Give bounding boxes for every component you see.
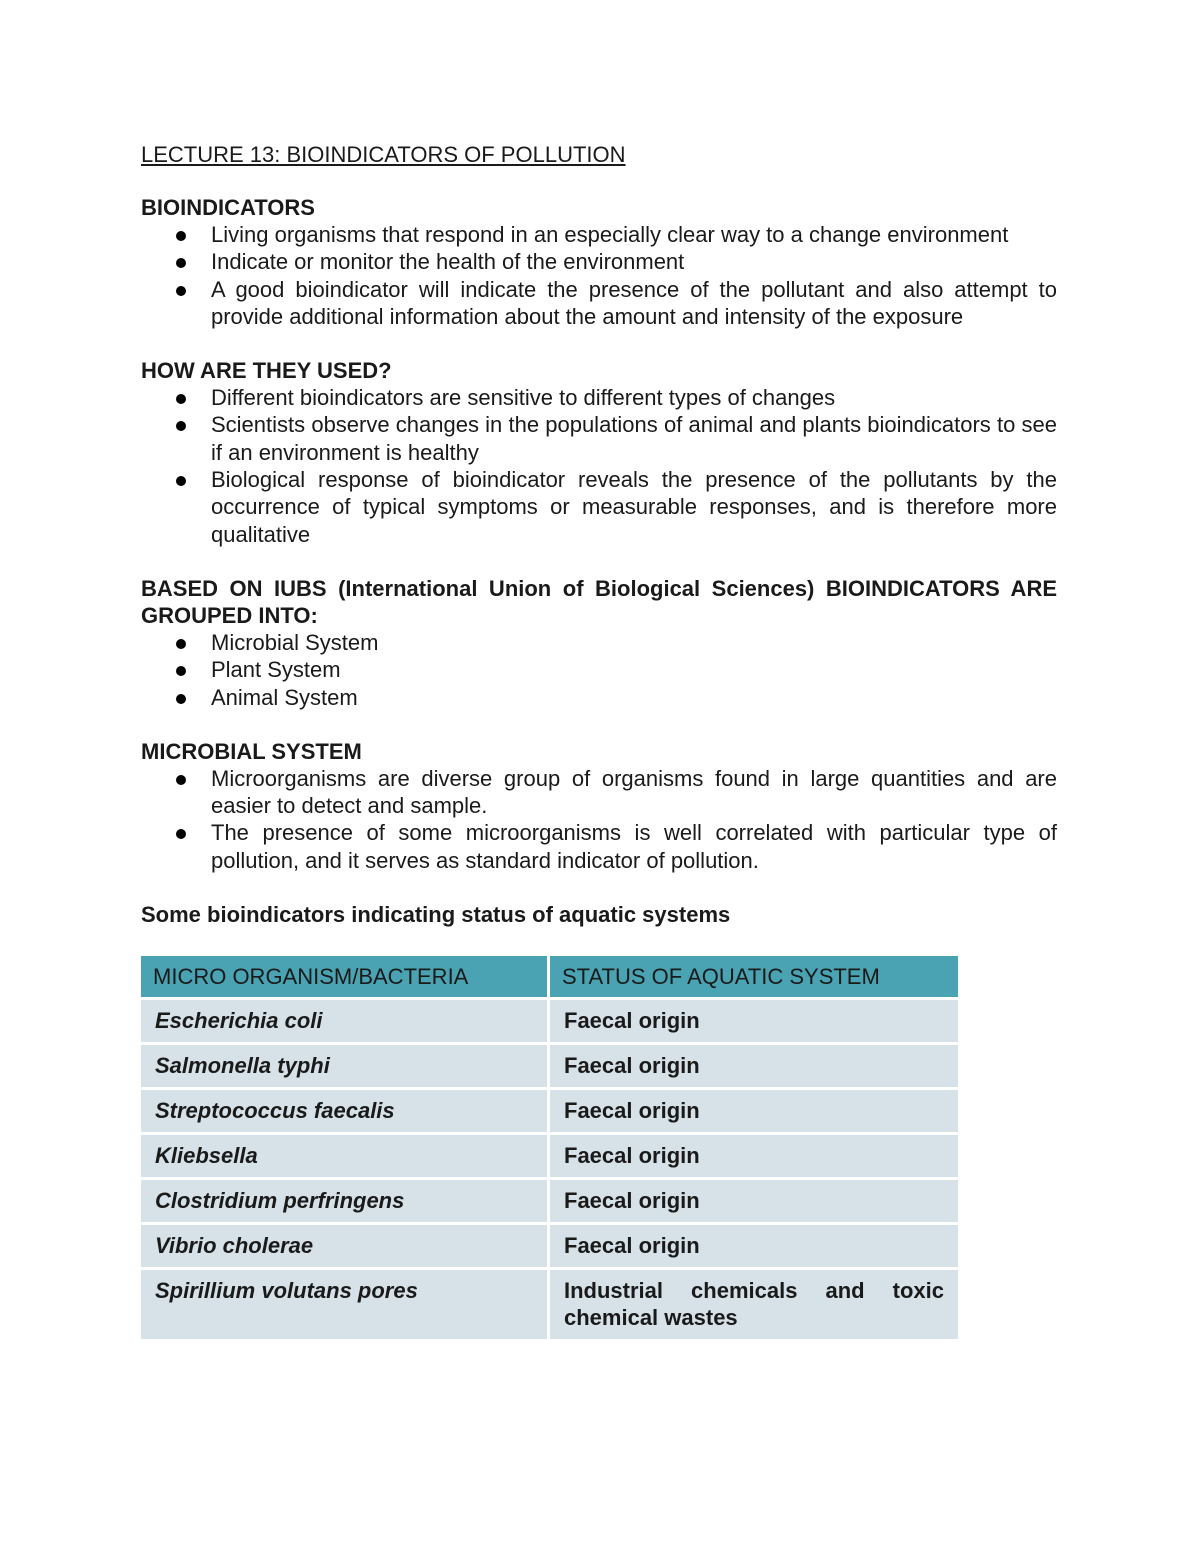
status-cell: Faecal origin bbox=[550, 1045, 958, 1087]
bullet-list bbox=[141, 384, 1057, 548]
section-heading: MICROBIAL SYSTEM bbox=[141, 738, 362, 764]
status-cell: Faecal origin bbox=[550, 1180, 958, 1222]
section-bioindicators bbox=[141, 194, 1057, 330]
section-usage bbox=[141, 357, 1057, 548]
list-item-text: Plant System bbox=[211, 657, 341, 683]
section-heading: BIOINDICATORS bbox=[141, 195, 315, 220]
organism-cell: Spirillium volutans pores bbox=[141, 1270, 547, 1339]
list-item-text: Biological response of bioindicator reveals the presence of the pollutants by the occurrence of typical symptoms or measurable responses, and is therefore more qualitative bbox=[211, 467, 1057, 547]
list-item bbox=[141, 248, 1057, 275]
bullet-icon bbox=[176, 666, 186, 676]
section-microbial bbox=[141, 738, 1057, 874]
bioindicator-table bbox=[138, 953, 961, 1342]
bullet-icon bbox=[176, 231, 186, 241]
table-row bbox=[141, 1135, 958, 1177]
status-cell: Industrial chemicals and toxic chemical wastes bbox=[550, 1270, 958, 1339]
bullet-icon bbox=[176, 394, 186, 404]
document-page bbox=[141, 140, 1057, 1342]
list-item-text: Microbial System bbox=[211, 629, 379, 655]
section-heading: HOW ARE THEY USED? bbox=[141, 358, 392, 384]
bullet-icon bbox=[176, 476, 186, 486]
bullet-list bbox=[141, 629, 1057, 711]
list-item bbox=[141, 765, 1057, 820]
bullet-icon bbox=[176, 421, 186, 431]
organism-cell: Escherichia coli bbox=[141, 1000, 547, 1042]
list-item bbox=[141, 629, 1057, 656]
list-item bbox=[141, 684, 1057, 711]
bullet-icon bbox=[176, 639, 186, 649]
organism-cell: Vibrio cholerae bbox=[141, 1225, 547, 1267]
table-header-row bbox=[141, 956, 958, 997]
list-item-text: Different bioindicators are sensitive to different types of changes bbox=[211, 385, 836, 411]
table-row bbox=[141, 1045, 958, 1087]
list-item bbox=[141, 276, 1057, 331]
list-item bbox=[141, 221, 1057, 248]
bullet-list bbox=[141, 765, 1057, 874]
table-row bbox=[141, 1000, 958, 1042]
status-cell: Faecal origin bbox=[550, 1135, 958, 1177]
organism-cell: Clostridium perfringens bbox=[141, 1180, 547, 1222]
bullet-icon bbox=[176, 258, 186, 268]
bullet-icon bbox=[176, 694, 186, 704]
status-cell: Faecal origin bbox=[550, 1225, 958, 1267]
list-item bbox=[141, 819, 1057, 874]
organism-cell: Streptococcus faecalis bbox=[141, 1090, 547, 1132]
list-item-text: Indicate or monitor the health of the environment bbox=[211, 249, 685, 275]
table-row bbox=[141, 1180, 958, 1222]
list-item bbox=[141, 411, 1057, 466]
bullet-icon bbox=[176, 775, 186, 785]
bullet-list bbox=[141, 221, 1057, 330]
table-row bbox=[141, 1225, 958, 1267]
list-item-text: Living organisms that respond in an especially clear way to a change environment bbox=[211, 222, 1009, 247]
column-header-status: STATUS OF AQUATIC SYSTEM bbox=[550, 956, 958, 997]
status-cell: Faecal origin bbox=[550, 1000, 958, 1042]
table-row bbox=[141, 1090, 958, 1132]
organism-cell: Kliebsella bbox=[141, 1135, 547, 1177]
table-caption: Some bioindicators indicating status of aquatic systems bbox=[141, 902, 731, 928]
table-row bbox=[141, 1270, 958, 1339]
organism-cell: Salmonella typhi bbox=[141, 1045, 547, 1087]
bullet-icon bbox=[176, 829, 186, 839]
list-item-text: The presence of some microorganisms is well correlated with particular type of pollution, and it serves as standard indicator of pollution. bbox=[211, 820, 1057, 873]
section-heading: BASED ON IUBS (International Union of Biological Sciences) BIOINDICATORS ARE GROUPED INTO: bbox=[141, 575, 1057, 628]
section-iubs bbox=[141, 575, 1057, 711]
list-item bbox=[141, 466, 1057, 548]
list-item-text: Scientists observe changes in the populations of animal and plants bioindicators to see if an environment is healthy bbox=[211, 412, 1057, 465]
page-title: LECTURE 13: BIOINDICATORS OF POLLUTION bbox=[141, 142, 626, 167]
list-item bbox=[141, 656, 1057, 683]
list-item-text: Microorganisms are diverse group of organisms found in large quantities and are easier to detect and sample. bbox=[211, 765, 1057, 819]
status-cell: Faecal origin bbox=[550, 1090, 958, 1132]
column-header-organism: MICRO ORGANISM/BACTERIA bbox=[141, 956, 547, 997]
bullet-icon bbox=[176, 286, 186, 296]
list-item bbox=[141, 384, 1057, 411]
list-item-text: Animal System bbox=[211, 684, 358, 710]
list-item-text: A good bioindicator will indicate the presence of the pollutant and also attempt to provide additional information about the amount and intensity of the exposure bbox=[211, 276, 1057, 329]
